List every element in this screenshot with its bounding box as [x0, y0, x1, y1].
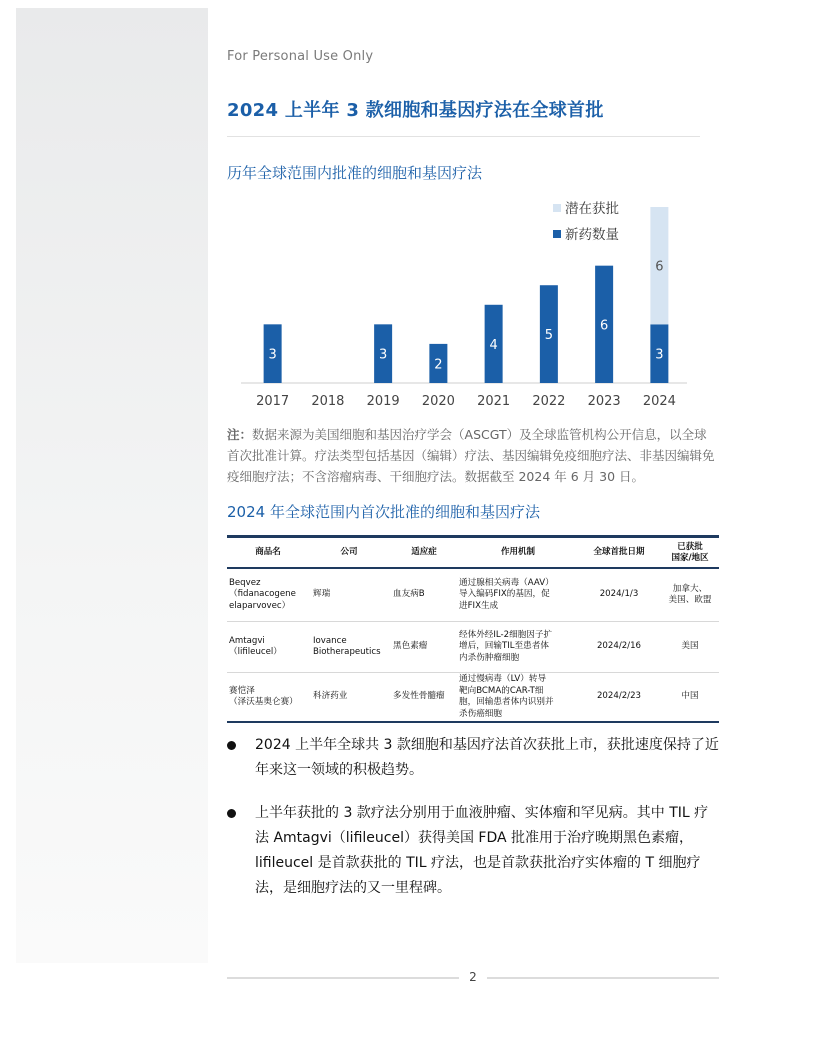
cell-mechanism: 通过慢病毒（LV）转导 靶向BCMA的CAR-T细 胞，回输患者体内识别并 杀伤癌细胞: [459, 674, 554, 719]
bullet-item: [227, 801, 719, 905]
footer-rule-right: [487, 977, 719, 979]
table-header: [227, 538, 719, 569]
bullet-dot: [227, 741, 236, 750]
header-approved-regions: 已获批 国家/地区: [671, 541, 709, 563]
cell-product: Amtagvi （lifileucel）: [229, 635, 282, 657]
cell-mechanism: 通过腺相关病毒（AAV） 导入编码FIX的基因，促 进FIX生成: [459, 577, 554, 611]
cell-date: 2024/1/3: [599, 589, 639, 600]
bullet-item: [227, 733, 719, 785]
data-label-2017: 3: [268, 347, 277, 363]
x-tick-label-2018: 2018: [311, 394, 345, 409]
x-tick-label-2021: 2021: [477, 394, 511, 409]
cell-regions: 中国: [681, 691, 699, 702]
cell-indication: 黑色素瘤: [393, 641, 428, 652]
decorative-side-band: [16, 8, 208, 963]
data-label-2022: 5: [544, 328, 554, 344]
cell-company: Iovance Biotherapeutics: [313, 635, 381, 657]
chart-section-title: 历年全球范围内批准的细胞和基因疗法: [227, 164, 483, 182]
table-row: [227, 622, 719, 673]
data-label-2024-potential: 6: [655, 259, 664, 275]
note-label: 注：: [227, 427, 253, 442]
data-label-2024: 3: [655, 347, 664, 363]
x-tick-label-2024: 2024: [642, 394, 676, 409]
header-indication: 适应症: [411, 547, 437, 557]
data-label-2021: 4: [489, 337, 498, 353]
footer-rule-left: [227, 977, 459, 979]
x-tick-label-2017: 2017: [256, 394, 290, 409]
cell-indication: 多发性骨髓瘤: [393, 691, 445, 702]
header-note: For Personal Use Only: [227, 49, 374, 64]
chart-note: [227, 424, 719, 487]
legend-swatch-0: [553, 204, 561, 212]
bullet-text: 2024 上半年全球共 3 款细胞和基因疗法首次获批上市，获批速度保持了近年来这一领域的积极趋势。: [255, 737, 719, 778]
x-tick-label-2023: 2023: [587, 394, 621, 409]
cell-company: 辉瑞: [313, 589, 331, 600]
page-number: 2: [469, 970, 477, 984]
cell-date: 2024/2/16: [596, 641, 642, 652]
table-section-title: 2024 年全球范围内首次批准的细胞和基因疗法: [227, 503, 540, 521]
cell-product: Beqvez （fidanacogene elaparvovec）: [229, 577, 296, 611]
note-text: 数据来源为美国细胞和基因治疗学会（ASCGT）及全球监管机构公开信息，以全球首次批准计算。疗法类型包括基因（编辑）疗法、基因编辑免疫细胞疗法、非基因编辑免疫细胞疗法；不含溶瘤病毒、干细胞疗法。数据截至 2024 年 6 月 30 日。: [227, 427, 715, 484]
header-mechanism: 作用机制: [500, 547, 535, 557]
header-company: 公司: [340, 547, 358, 557]
x-tick-label-2019: 2019: [366, 394, 400, 409]
table-row: [227, 673, 719, 723]
data-label-2019: 3: [378, 347, 388, 363]
x-tick-label-2022: 2022: [532, 394, 566, 409]
approvals-bar-chart: [227, 195, 697, 415]
table-row: [227, 569, 719, 622]
page-title: 2024 上半年 3 款细胞和基因疗法在全球首批: [227, 100, 604, 121]
cell-regions: 加拿大、 美国、欧盟: [668, 583, 712, 605]
header-first-approval-date: 全球首批日期: [593, 547, 645, 557]
cell-mechanism: 经体外经IL-2细胞因子扩 增后，回输TIL至患者体 内杀伤肿瘤细胞: [459, 629, 553, 663]
legend-label-1: 新药数量: [565, 227, 619, 243]
legend-swatch-1: [553, 230, 561, 238]
title-divider: [227, 136, 700, 137]
bullet-text: 上半年获批的 3 款疗法分别用于血液肿瘤、实体瘤和罕见病。其中 TIL 疗法 Amtagvi（lifileucel）获得美国 FDA 批准用于治疗晚期黑色素瘤，lifileucel 是首款获批的 TIL 疗法，也是首款获批治疗实体瘤的 T 细胞疗法，是细胞疗法的又一里程碑。: [255, 805, 709, 896]
cell-indication: 血友病B: [393, 589, 425, 600]
bullet-dot: [227, 809, 236, 818]
legend-label-0: 潜在获批: [565, 201, 619, 217]
cell-product: 赛恺泽 （泽沃基奥仑赛）: [229, 685, 298, 707]
data-label-2020: 2: [434, 357, 443, 373]
x-tick-label-2020: 2020: [421, 394, 455, 409]
data-label-2023: 6: [599, 318, 609, 334]
header-product: 商品名: [255, 547, 281, 557]
cell-company: 科济药业: [313, 691, 348, 702]
cell-date: 2024/2/23: [596, 691, 642, 702]
cell-regions: 美国: [681, 641, 699, 652]
